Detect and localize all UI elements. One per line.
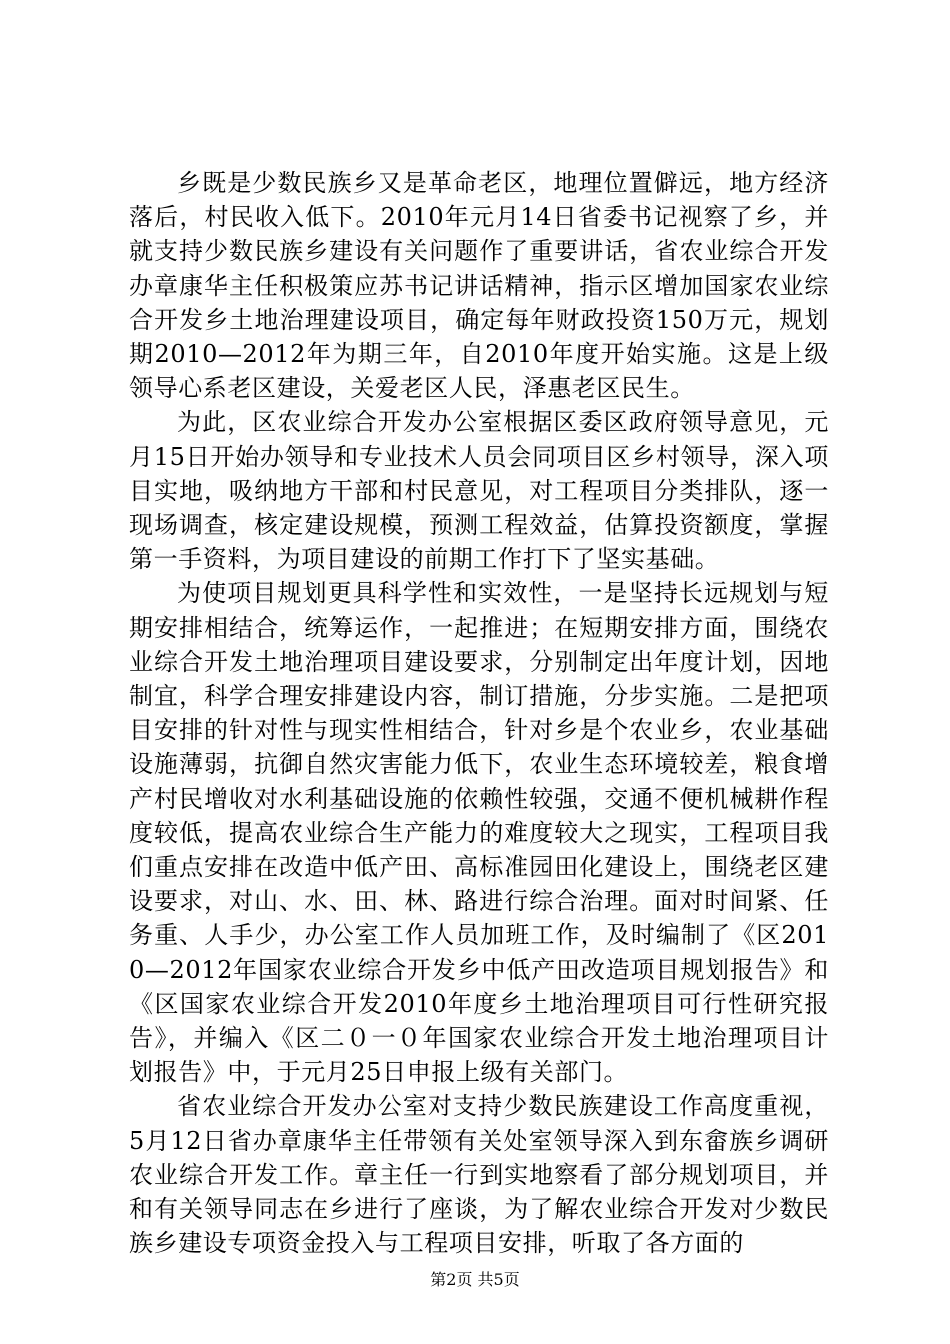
page-number-footer: 第2页 共5页 xyxy=(430,1270,520,1289)
document-body xyxy=(129,166,829,1261)
paragraph: 乡既是少数民族乡又是革命老区，地理位置僻远，地方经济落后，村民收入低下。2010年元月14日省委书记视察了乡，并就支持少数民族乡建设有关问题作了重要讲话，省农业综合开发办章康华主任积极策应苏书记讲话精神，指示区增加国家农业综合开发乡土地治理建设项目，确定每年财政投资150万元，规划期2010—2012年为期三年，自2010年度开始实施。这是上级领导心系老区建设，关爱老区人民，泽惠老区民生。 xyxy=(129,169,829,403)
paragraph: 为使项目规划更具科学性和实效性，一是坚持长远规划与短期安排相结合，统筹运作，一起推进；在短期安排方面，围绕农业综合开发土地治理项目建设要求，分别制定出年度计划，因地制宜，科学合理安排建设内容，制订措施，分步实施。二是把项目安排的针对性与现实性相结合，针对乡是个农业乡，农业基础设施薄弱，抗御自然灾害能力低下，农业生态环境较差，粮食增产村民增收对水利基础设施的依赖性较强，交通不便机械耕作程度较低，提高农业综合生产能力的难度较大之现实，工程项目我们重点安排在改造中低产田、高标准园田化建设上，围绕老区建设要求，对山、水、田、林、路进行综合治理。面对时间紧、任务重、人手少，办公室工作人员加班工作，及时编制了《区2010—2012年国家农业综合开发乡中低产田改造项目规划报告》和《区国家农业综合开发2010年度乡土地治理项目可行性研究报告》，并编入《区二０一０年国家农业综合开发土地治理项目计划报告》中，于元月25日申报上级有关部门。 xyxy=(129,579,829,1087)
paragraph: 省农业综合开发办公室对支持少数民族建设工作高度重视，5月12日省办章康华主任带领有关处室领导深入到东畲族乡调研农业综合开发工作。章主任一行到实地察看了部分规划项目，并和有关领导同志在乡进行了座谈，为了解农业综合开发对少数民族乡建设专项资金投入与工程项目安排，听取了各方面的 xyxy=(129,1092,829,1258)
paragraph: 为此，区农业综合开发办公室根据区委区政府领导意见，元月15日开始办领导和专业技术人员会同项目区乡村领导，深入项目实地，吸纳地方干部和村民意见，对工程项目分类排队，逐一现场调查，核定建设规模，预测工程效益，估算投资额度，掌握第一手资料，为项目建设的前期工作打下了坚实基础。 xyxy=(129,408,829,574)
